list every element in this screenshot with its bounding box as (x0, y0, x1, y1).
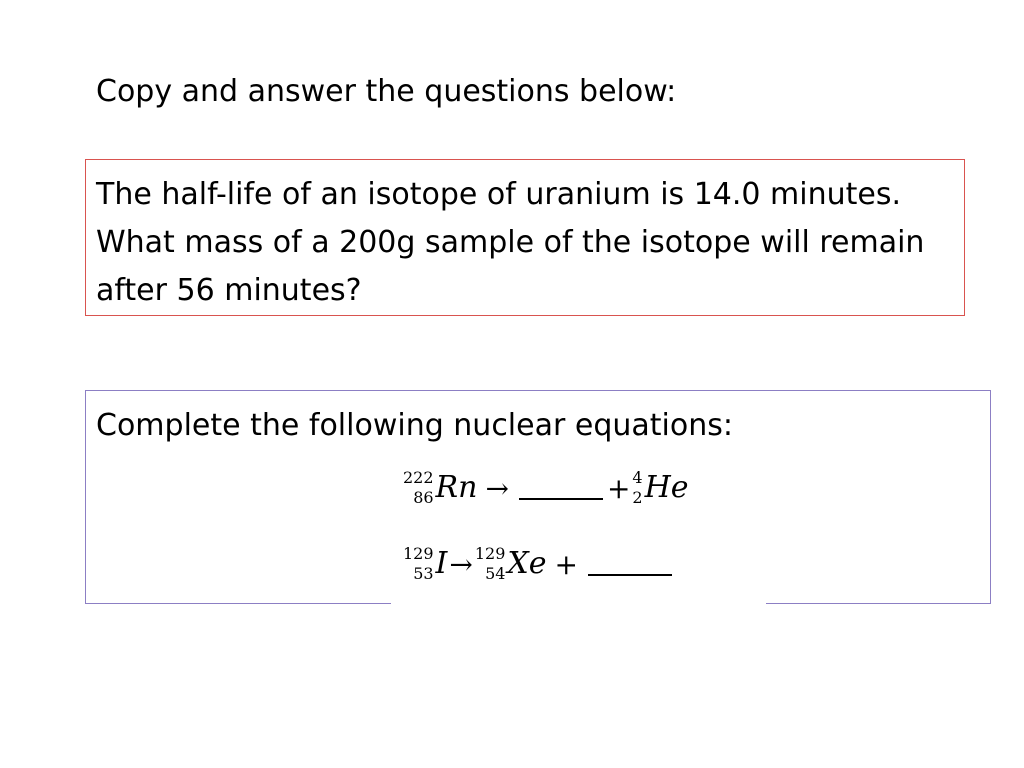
helium-symbol: He (644, 470, 689, 505)
nuclear-equations (391, 459, 766, 605)
helium-mass-number: 4 (632, 468, 643, 487)
nuclide-iodine (403, 544, 447, 584)
nuclide-helium (632, 468, 688, 508)
plus-sign: + (554, 547, 579, 581)
radon-symbol: Rn (435, 470, 478, 505)
radon-mass-number: 222 (403, 468, 434, 487)
xenon-symbol: Xe (507, 546, 547, 581)
helium-atomic-number: 2 (632, 488, 643, 507)
question-half-life-box (85, 159, 965, 316)
nuclear-equations-prompt: Complete the following nuclear equations: (96, 408, 733, 443)
iodine-mass-number: 129 (403, 544, 434, 563)
plus-sign: + (606, 471, 631, 505)
nuclide-radon (403, 468, 477, 508)
reaction-arrow: → (449, 547, 473, 581)
nuclide-xenon (475, 544, 547, 584)
page-heading: Copy and answer the questions below: (96, 74, 677, 109)
iodine-atomic-number: 53 (413, 564, 434, 583)
question-nuclear-equations-box (85, 390, 991, 604)
equation-iodine-decay (403, 539, 674, 589)
xenon-mass-number: 129 (474, 544, 506, 563)
answer-blank (588, 574, 672, 576)
equation-radon-decay (403, 463, 689, 513)
reaction-arrow: → (485, 471, 509, 505)
half-life-question: The half-life of an isotope of uranium is 14.0 minutes. What mass of a 200g sample of the isotope will remain after 56 minutes? (96, 177, 925, 308)
iodine-symbol: I (435, 546, 448, 581)
radon-atomic-number: 86 (413, 488, 434, 507)
xenon-atomic-number: 54 (485, 564, 506, 583)
answer-blank (519, 498, 603, 500)
